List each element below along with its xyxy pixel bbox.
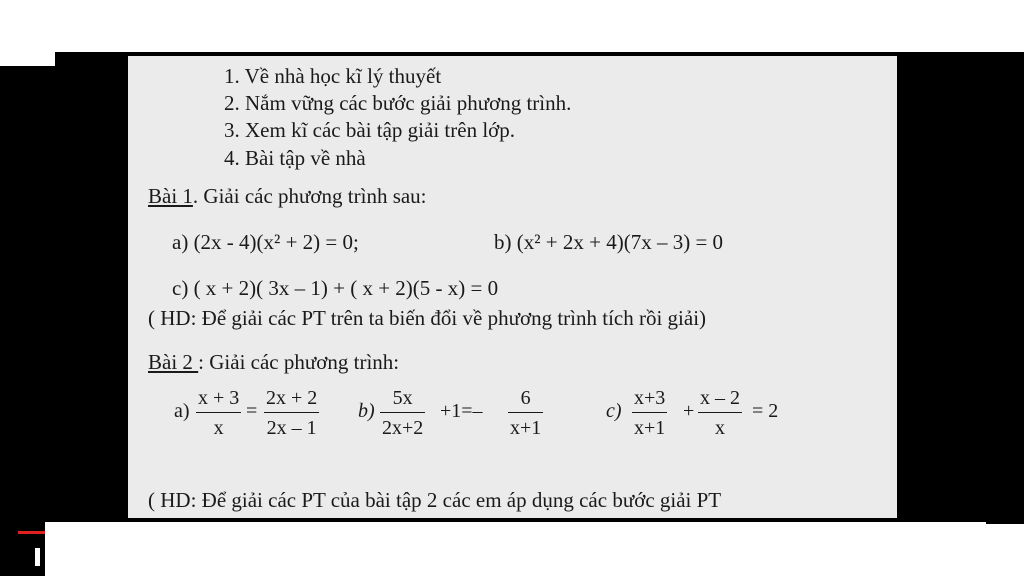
list-item-2: 2. Nắm vững các bước giải phương trình. [224,91,572,115]
bai2-b-label: b) [358,400,375,422]
bai2-b-denominator-2: x+1 [510,417,542,439]
frame-edge [986,510,1024,524]
bai2-c-denominator-1: x+1 [634,417,666,439]
bai2-c-numerator-1: x+3 [634,387,666,409]
bai1-equation-b: b) (x² + 2x + 4)(7x – 3) = 0 [494,230,724,254]
background-top [0,0,1024,52]
bai2-hint: ( HD: Để giải các PT của bài tập 2 các em áp dụng các bước giải PT [148,488,722,512]
bai2-b-middle: +1=– [440,400,483,422]
bai2-c-label: c) [606,400,622,422]
list-item-4: 4. Bài tập về nhà [224,146,366,170]
bai1-heading [148,186,427,207]
document-page [128,56,897,518]
bai2-c-fraction-1 [632,388,667,438]
play-pause-icon[interactable] [35,548,40,566]
bai2-b-denominator-1: 2x+2 [382,417,424,439]
list-item-3: 3. Xem kĩ các bài tập giải trên lớp. [224,118,516,142]
bai2-b-numerator-2: 6 [520,387,531,409]
bai2-c-rhs: = 2 [752,400,779,422]
bai2-b-fraction-1 [380,388,425,438]
bai2-a-numerator-2: 2x + 2 [266,387,318,409]
bai2-a-denominator-1: x [213,417,224,439]
bai2-label: Bài 2 [148,350,199,374]
bai1-label: Bài 1 [148,184,193,208]
bai2-a-label: a) [174,400,190,422]
bai2-b-fraction-2 [508,388,543,438]
bai2-a-denominator-2: 2x – 1 [266,417,317,439]
bai2-title: : Giải các phương trình: [198,350,400,374]
bai1-equation-c: c) ( x + 2)( 3x – 1) + ( x + 2)(5 - x) = 0 [172,276,499,300]
list-item-1: 1. Về nhà học kĩ lý thuyết [224,64,442,88]
bai2-heading [148,352,399,373]
frame-corner [0,52,55,66]
bai1-title: . Giải các phương trình sau: [192,184,427,208]
bai2-a-equals: = [246,400,258,422]
bai1-equation-a: a) (2x - 4)(x² + 2) = 0; [172,230,359,254]
bai2-a-fraction-2 [264,388,319,438]
bai2-c-plus: + [683,400,695,422]
bai2-b-numerator-1: 5x [392,387,413,409]
bai1-hint: ( HD: Để giải các PT trên ta biến đổi về phương trình tích rồi giải) [148,306,707,330]
bai2-c-numerator-2: x – 2 [700,387,740,409]
bai2-c-denominator-2: x [715,417,725,439]
bai2-a-fraction-1 [196,388,241,438]
video-progress-bar[interactable] [18,531,45,534]
bai2-c-fraction-2 [698,388,742,438]
bai2-a-numerator-1: x + 3 [198,387,240,409]
